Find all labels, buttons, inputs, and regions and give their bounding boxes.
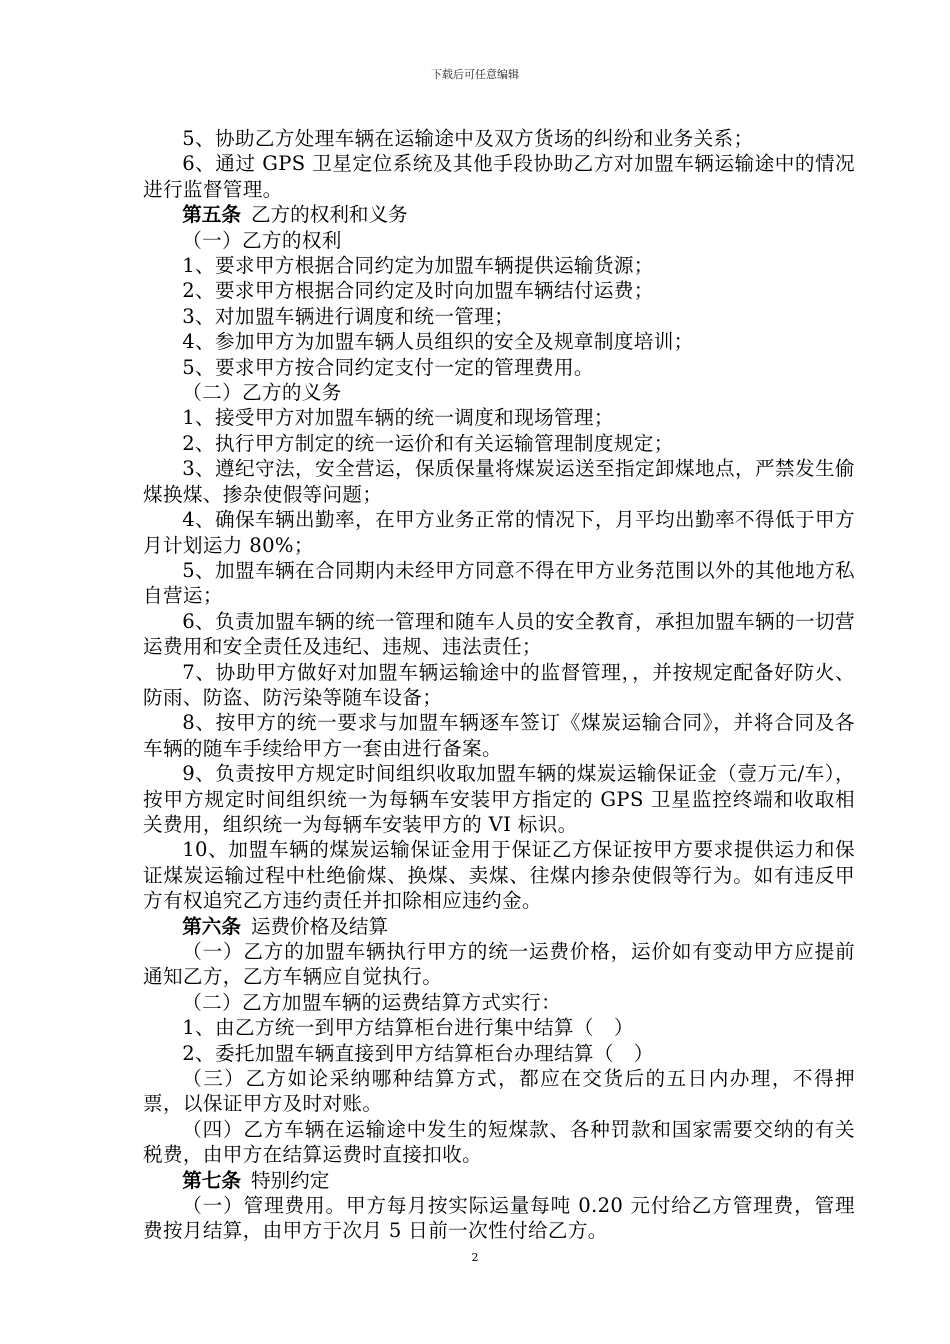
paragraph: 5、协助乙方处理车辆在运输途中及双方货场的纠纷和业务关系；: [182, 127, 754, 150]
list-item: 4、参加甲方为加盟车辆人员组织的安全及规章制度培训；: [182, 330, 694, 354]
list-item: 3、遵纪守法，安全营运，保质保量将煤炭运送至指定卸煤地点，严禁发生偷煤换煤、掺杂使假等问题；: [143, 457, 855, 506]
list-item: 4、确保车辆出勤率，在甲方业务正常的情况下，月平均出勤率不得低于甲方月计划运力 80%；: [143, 508, 855, 557]
list-item: 1、由乙方统一到甲方结算柜台进行集中结算（ ）: [182, 1016, 634, 1040]
list-item: 5、要求甲方按合同约定支付一定的管理费用。: [182, 355, 594, 379]
list-item: 1、接受甲方对加盟车辆的统一调度和现场管理；: [182, 406, 614, 430]
list-item: 8、按甲方的统一要求与加盟车辆逐车签订《煤炭运输合同》，并将合同及各车辆的随车手续给甲方一套由进行备案。: [143, 711, 855, 760]
list-item: 5、加盟车辆在合同期内未经甲方同意不得在甲方业务范围以外的其他地方私自营运；: [143, 558, 855, 608]
page-header: 下载后可任意编辑: [431, 68, 519, 81]
paragraph: （四）乙方车辆在运输途中发生的短煤款、各种罚款和国家需要交纳的有关税费，由甲方在结算运费时直接扣收。: [143, 1117, 855, 1167]
list-item: 10、加盟车辆的煤炭运输保证金用于保证乙方保证按甲方要求提供运力和保证煤炭运输过程中杜绝偷煤、换煤、卖煤、往煤内掺杂使假等行为。如有违反甲方有权追究乙方违约责任并扣除相应违约金。: [143, 838, 855, 913]
page-number: 2: [471, 1251, 479, 1264]
article-label: 第七条: [182, 1168, 241, 1192]
list-item: 1、要求甲方根据合同约定为加盟车辆提供运输货源；: [182, 254, 654, 278]
document-body: [143, 126, 855, 1244]
article-heading-6: [143, 914, 855, 939]
list-item: 2、要求甲方根据合同约定及时向加盟车辆结付运费；: [182, 279, 654, 303]
paragraph: （一）管理费用。甲方每月按实际运量每吨 0.20 元付给乙方管理费，管理费按月结算，由甲方于次月 5 日前一次性付给乙方。: [143, 1194, 855, 1243]
paragraph: （一）乙方的加盟车辆执行甲方的统一运费价格，运价如有变动甲方应提前通知乙方，乙方车辆应自觉执行。: [143, 940, 855, 989]
article-label: 第六条: [182, 914, 241, 938]
paragraph: 6、通过 GPS 卫星定位系统及其他手段协助乙方对加盟车辆运输途中的情况进行监督管理。: [143, 152, 855, 201]
article-label: 第五条: [182, 203, 241, 227]
section-heading: （二）乙方的义务: [182, 381, 342, 405]
list-item: 7、协助甲方做好对加盟车辆运输途中的监督管理，，并按规定配备好防火、防雨、防盗、防污染等随车设备；: [143, 660, 855, 709]
list-item: 9、负责按甲方规定时间组织收取加盟车辆的煤炭运输保证金（壹万元/车），按甲方规定时间组织统一为每辆车安装甲方指定的 GPS 卫星监控终端和收取相关费用，组织统一为每辆车安装甲方的 VI 标识。: [143, 762, 855, 836]
article-title: 特别约定: [250, 1168, 330, 1192]
list-item: 2、委托加盟车辆直接到甲方结算柜台办理结算（ ）: [182, 1041, 654, 1065]
article-title: 运费价格及结算: [250, 914, 389, 938]
article-title: 乙方的权利和义务: [250, 203, 408, 227]
section-heading: （一）乙方的权利: [182, 228, 342, 252]
paragraph: （二）乙方加盟车辆的运费结算方式实行：: [182, 990, 562, 1014]
list-item: 3、对加盟车辆进行调度和统一管理；: [182, 304, 515, 328]
article-heading-5: [143, 202, 855, 227]
article-heading-7: [143, 1168, 855, 1193]
list-item: 6、负责加盟车辆的统一管理和随车人员的安全教育，承担加盟车辆的一切营运费用和安全责任及违纪、违规、违法责任；: [143, 609, 855, 659]
list-item: 2、执行甲方制定的统一运价和有关运输管理制度规定；: [182, 431, 674, 455]
paragraph: （三）乙方如论采纳哪种结算方式，都应在交货后的五日内办理，不得押票，以保证甲方及时对账。: [143, 1067, 855, 1116]
